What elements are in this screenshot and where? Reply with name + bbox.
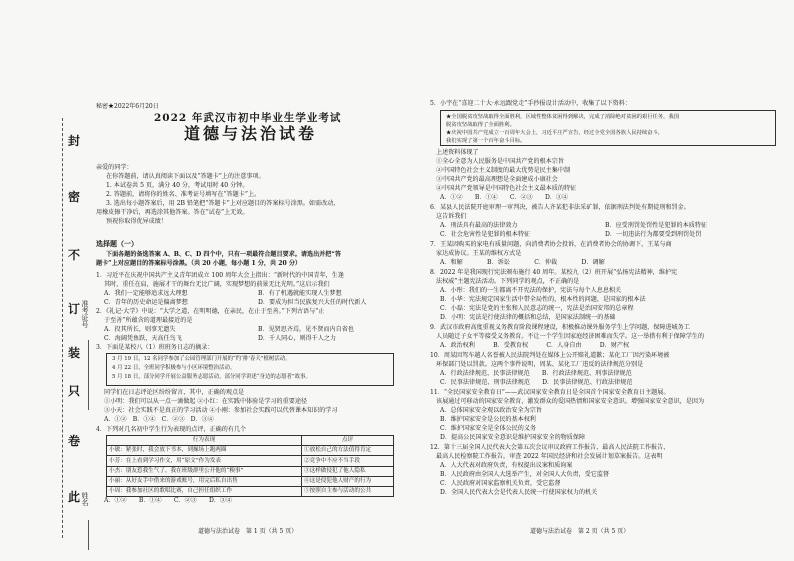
table-row bbox=[107, 476, 394, 486]
seal-char: 订 bbox=[68, 302, 81, 316]
material-line: 脱贫攻坚战取得了全面胜利。 bbox=[446, 122, 515, 128]
question-text: 该展通过可移动的国家安全教育，激发群众的爱国热情和国家安全意识。增强国家安全意识，是因为 bbox=[436, 398, 705, 405]
option: B．人民政府由全国人大选举产生，对全国人大负责，受它监督 bbox=[440, 471, 610, 478]
statement: ③小天：社会实践不是真正的学习活动 ④小刚：参加社会实践可以代替课本知识的学习 bbox=[104, 407, 338, 414]
question-text: 于至善”所蕴含的道理最接近的是 bbox=[104, 317, 193, 324]
option: D．全国人民代表大会是代表人民统一行使国家权力的机关 bbox=[440, 489, 598, 496]
question-text: 11．“全民国家安全教育日”——武汉国家安全教育日是全国首个国家安全教育日主题展。 bbox=[430, 389, 670, 396]
binding-strip bbox=[0, 0, 89, 561]
name-label: 姓名 bbox=[81, 492, 89, 506]
question-text: 7．王某因购买的家电有质量问题，向消费者协会投诉，在消费者协会的协调下，王某与商 bbox=[430, 241, 672, 248]
question-text: 12．第十三届全国人民代表大会第五次会议审议政府工作报告、最高人民法院工作报告、 bbox=[430, 444, 670, 451]
option: A．行政法律规范、民事法律规范 B．行政法律规范、刑事法律规范 bbox=[440, 370, 632, 377]
table-cell: ⑤按照自主参与活动的公共 bbox=[302, 486, 394, 496]
behavior-table bbox=[106, 435, 394, 497]
table-cell: 小芳：在上看到学习作文，用“原文”作为发表 bbox=[107, 456, 302, 466]
table-header-row bbox=[107, 436, 394, 446]
option: A．我们一定能够追求远大理想 bbox=[104, 290, 188, 297]
question-text: 10．周某因驾车越人名誉被人民法院判处在媒体上公开赔礼道歉；某化工厂因污染环境被 bbox=[430, 352, 670, 359]
question-text: 上述资料体现了 bbox=[436, 149, 479, 156]
seal-char: 只 bbox=[68, 384, 81, 398]
seal-char: 封 bbox=[68, 134, 81, 148]
table-row bbox=[107, 456, 394, 466]
option: A．总体国家安全观以政治安全为宗旨 bbox=[440, 407, 542, 414]
question-text: 9．武汉市政府高度重视义务教育阶段课程建设，积极推动课外服务学生上学问题，保障进城务工 bbox=[430, 324, 690, 331]
option: C．民事法律规范、刑事法律规范 D．民事法律规范、行政法律规范 bbox=[440, 379, 633, 386]
exam-title: 2022 年武汉市初中毕业生学业考试 bbox=[154, 112, 342, 124]
cut-line bbox=[62, 118, 63, 538]
option: A．①② B．①④ C．②③ D．③④ bbox=[104, 416, 214, 423]
diary-line: 4 月 22 日，全班同学积极参与小区环境整治活动。 bbox=[112, 365, 236, 371]
question-text: 6．某县人民法院开庭审理一审判决，被告人齐某犯非法采矿罪，依据刑法判处有期徒刑和罚金。 bbox=[430, 204, 690, 211]
question-text: 环保部门处以罚款。这两个事件说明，周某、某化工厂违反的法律规范分别是 bbox=[436, 361, 644, 368]
notice-line: 预祝你取得优异成绩！ bbox=[106, 218, 167, 225]
option: C．青年的历史命运是偏离梦想 bbox=[104, 299, 188, 306]
option: C．小磊：宪法是党的主张和人民意志的统一，宪法是治国安邦的总章程 bbox=[440, 305, 634, 312]
page-footer: 道德与法治试卷 第 2 页（共 5 页） bbox=[530, 528, 630, 535]
option: A．投其所长，则事无遗失 bbox=[104, 326, 176, 333]
statement: ①小明：我们可以从一点一滴做起 ②小红：在实践中体验是学习的重要途径 bbox=[104, 398, 308, 405]
table-cell: ②竞争中不应不当手段 bbox=[302, 456, 394, 466]
paper-title: 道德与法治试卷 bbox=[184, 124, 318, 143]
seal-char: 卷 bbox=[68, 434, 81, 448]
question-text: 家达成协议。王某的维权方式是 bbox=[436, 250, 522, 257]
option: A．刑法具有最高的法律效力 bbox=[440, 222, 518, 229]
question-text: 8．2022 年是我国现行宪法颁布施行 40 周年。某校九（2）班开展“弘扬宪法精神，维护宪 bbox=[430, 269, 678, 276]
option: C．维护国家安全是全体公民的义务 bbox=[440, 425, 537, 432]
section-instruction: 题卡”上对应题目的答案标号涂黑。（共 20 小题，每小题 1 分，共 20 分） bbox=[96, 260, 302, 267]
material-line: ★庆祝中国共产党成立一百周年大会上，习近平庄严宣告，经过全党全国各族人民持续奋斗， bbox=[446, 130, 664, 136]
table-row bbox=[107, 466, 394, 476]
option: B．有了机遇就能实现人生梦想 bbox=[258, 290, 342, 297]
notice-line: 用橡皮擦干净后，再选涂其他答案。答在“试卷”上无效。 bbox=[96, 209, 249, 216]
option: D．要成为担当民族复兴大任的时代新人 bbox=[258, 299, 367, 306]
table-cell: 小杰：朋友惹我生气了，我在班级群里公开他的“糗事” bbox=[107, 466, 302, 476]
page-footer: 道德与法治试卷 第 1 页（共 5 页） bbox=[198, 528, 298, 535]
table-header: 行为表现 bbox=[107, 436, 302, 446]
option: A．人大代表对政府负责，有权提出议案和质询案 bbox=[440, 462, 573, 469]
option: B．小华：宪法规定国家生活中带全局性的，根本性的问题，是国家的根本法 bbox=[440, 296, 646, 303]
option: A．①② B．①④ C．②③ D．③④ bbox=[440, 194, 569, 201]
table-row bbox=[107, 486, 394, 496]
table-cell: ①放松自己的方法值得肯定 bbox=[302, 446, 394, 456]
option: C．社会危害性是犯罪的根本特征 bbox=[440, 231, 530, 238]
exam-number-line[interactable] bbox=[88, 340, 89, 410]
statement: ③中国共产党的最高理想是全面建成小康社会 bbox=[436, 176, 558, 183]
question-text: 最高人民检察院工作报告，审查 2022 年国民经济和社会发展计划草案报告。这表明 bbox=[436, 453, 663, 460]
question-text: 同学们在日志评论区纷纷留言，其中，正确的观点是 bbox=[104, 389, 245, 396]
notice-line: 亲爱的同学： bbox=[96, 164, 133, 171]
material-line: 我们实现了第一个百年奋斗目标。 bbox=[446, 138, 526, 144]
notice-line: 1. 本试卷共 5 页，满分 40 分，考试用时 40 分钟。 bbox=[106, 182, 249, 189]
statement: ④中国共产党领导是中国特色社会主义最本质的特征 bbox=[436, 185, 577, 192]
statement: ①全心全意为人民服务是中国共产党的根本宗旨 bbox=[436, 158, 564, 165]
name-line[interactable] bbox=[88, 520, 89, 550]
table-cell: 小周：我参加社区的歌唱比赛，自己担任组织工作 bbox=[107, 486, 302, 496]
option: B．见贤思齐焉，见不贤而内自省也 bbox=[258, 326, 354, 333]
seal-char: 装 bbox=[68, 346, 81, 360]
notice-line: 在你答题前，请认真阅读下面以及“答题卡”上的注意事项。 bbox=[106, 173, 265, 180]
diary-line: 5 月 18 日，部分同学开展公益服务志愿活动，部分同学讲述“身边的志愿者”故事。 bbox=[112, 374, 311, 380]
notice-line: 2. 答题前，请将你的姓名、准考证号填写在“答题卡”上。 bbox=[106, 191, 261, 198]
table-header: 点评 bbox=[302, 436, 394, 446]
statement: ②中国特色社会主义制度的最大优势是民主集中制 bbox=[436, 167, 571, 174]
option: C．人民政府对国家监察机关负责，受它监督 bbox=[440, 480, 561, 487]
table-cell: 小丽：从好友手中借来的游戏账号，用完后私自出售 bbox=[107, 476, 302, 486]
seal-char: 不 bbox=[68, 248, 81, 262]
option: A．和解 B．诉讼 C．仲裁 D．调解 bbox=[440, 259, 605, 266]
question-text: 1．习近平在庆祝中国共产主义青年团成立 100 周年大会上指出：“新时代的中国青年，生逢 bbox=[96, 272, 344, 279]
option: D．提高公民国家安全意识是维护国家安全的物质保障 bbox=[440, 434, 586, 441]
question-text: 4．下列对几名初中学生行为表现的点评，正确的有几个 bbox=[96, 426, 247, 433]
question-text: 其时，重任在肩，施展才干的舞台无比广阔，实现梦想的前景无比光明。”这启示我们 bbox=[104, 281, 330, 288]
option: B．维护国家安全是公民的基本权利 bbox=[440, 416, 536, 423]
seal-char: 此 bbox=[68, 490, 81, 504]
option: D．小明：宪法是行使法律的概括和总结，是国家法制统一的基础 bbox=[440, 314, 616, 321]
section-instruction: 下面各题的备选答案 A、B、C、D 四个中，只有一项最符合题目要求。请选出并把“答 bbox=[106, 251, 341, 258]
diary-line: 3 月 19 日，12 名同学参加了公园管理部门开展的“约‘排’春天”植树活动。 bbox=[112, 356, 291, 362]
table-cell: ③这样做侵犯了他人隐私 bbox=[302, 466, 394, 476]
question-text: 人员随迁子女平等接受义务教育。不让一个学生因家庭经济困难而失学。这一举措有利于保障学生的 bbox=[436, 333, 705, 340]
exam-number-label: 准考证号 bbox=[81, 300, 89, 328]
table-cell: 小敏：紧张时，我会放下书本，到操场上跑两圈 bbox=[107, 446, 302, 456]
seal-char: 密 bbox=[68, 190, 81, 204]
table-row bbox=[107, 446, 394, 456]
question-text: 5．小宇在“喜迎二十大·永远跟党走”手抄报设计活动中，收集了以下资料： bbox=[430, 100, 631, 107]
secret-mark: 秘密★2022年6月20日 bbox=[96, 103, 159, 110]
material-line: ★全国脱贫攻坚战取得全面胜利，区域性整体贫困得到解决，完成了消除绝对贫困的艰巨任务，我国 bbox=[446, 114, 680, 120]
question-text: 法权威”主题宪法活动。下列同学的观点，不正确的是 bbox=[436, 278, 580, 285]
option: D．一切违法行为都要受到刑罚处罚 bbox=[605, 231, 702, 238]
section-title: 选择题（一） bbox=[96, 239, 138, 248]
table-cell: ④这是侵犯他人财产的行为 bbox=[302, 476, 394, 486]
notice-line: 3. 选出每小题答案后，用 2B 铅笔把“答题卡”上对应题目的答案标号涂黑。如需改动， bbox=[106, 200, 340, 207]
question-text: 2．《礼记·大学》中说：“大学之道，在明明德，在亲民，在止于至善。”下列古语与“止 bbox=[96, 308, 325, 315]
option: A．小彤：我们的一生都离不开宪法的保护，宪法与每个人息息相关 bbox=[440, 287, 622, 294]
option: B．应受刑罚处罚性是犯罪的本质特征 bbox=[605, 222, 707, 229]
option: A．①② B．①④ C．②③ D．③④ bbox=[104, 497, 233, 504]
question-text: 这告诉我们 bbox=[436, 213, 467, 220]
option: D．千人同心，则得千人之力 bbox=[258, 335, 337, 342]
option: A．政治权利 B．受教育权 C．人身自由 D．财产权 bbox=[440, 342, 630, 349]
question-text: 3．下面是某校八（1）班班务日志的摘录： bbox=[96, 344, 214, 351]
option: C．海阔凭鱼跃，天高任鸟飞 bbox=[104, 335, 182, 342]
